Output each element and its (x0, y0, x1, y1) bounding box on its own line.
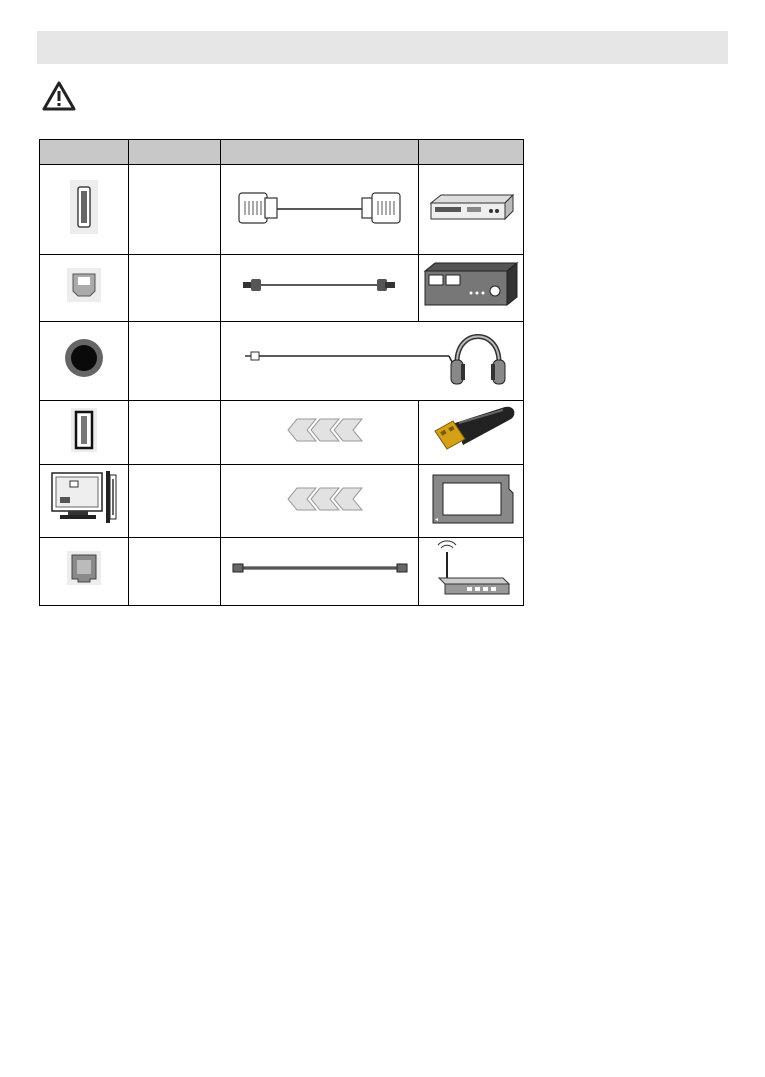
dvd-recorder-icon (419, 165, 523, 249)
type-cell (129, 165, 221, 255)
warning-triangle-icon (41, 80, 77, 112)
table-row (40, 165, 524, 255)
table-header-row (40, 140, 524, 165)
svg-text:◂: ◂ (435, 516, 439, 523)
headphone-cable-icon (221, 322, 523, 395)
hdmi-cable-icon (221, 165, 418, 249)
port-cell (40, 165, 129, 255)
cable-device-cell (221, 322, 524, 401)
header-type (129, 140, 221, 165)
type-cell (129, 401, 221, 465)
headphone-jack-icon (40, 322, 128, 395)
usb-stick-icon (419, 401, 523, 459)
port-cell (40, 322, 129, 401)
optical-spdif-port-icon (40, 255, 128, 316)
device-cell (419, 401, 524, 465)
port-cell (40, 401, 129, 465)
device-cell (419, 255, 524, 322)
port-cell (40, 465, 129, 538)
insert-arrows-icon (221, 401, 418, 459)
table-row (40, 465, 524, 538)
header-connector (40, 140, 129, 165)
cable-cell (221, 465, 419, 538)
hdmi-port-icon (40, 165, 128, 249)
device-cell (419, 465, 524, 538)
ci-slot-tv-icon (40, 465, 128, 532)
type-cell (129, 538, 221, 606)
cam-module-icon (419, 465, 523, 532)
type-cell (129, 322, 221, 401)
headphones-icon (451, 337, 505, 385)
ethernet-port-icon (40, 538, 128, 600)
cable-cell (221, 401, 419, 465)
port-cell (40, 255, 129, 322)
audio-amplifier-icon (419, 255, 523, 316)
table-row (40, 255, 524, 322)
cable-cell (221, 165, 419, 255)
usb-port-icon (40, 401, 128, 459)
type-cell (129, 255, 221, 322)
router-icon (419, 538, 523, 600)
table-row (40, 322, 524, 401)
optical-cable-icon (221, 255, 418, 316)
device-cell (419, 538, 524, 606)
section-header-bar (37, 31, 728, 64)
type-cell (129, 465, 221, 538)
header-cables (221, 140, 419, 165)
header-device (419, 140, 524, 165)
lan-cable-icon (221, 538, 418, 600)
table-row (40, 538, 524, 606)
cable-cell (221, 255, 419, 322)
table-row (40, 401, 524, 465)
port-cell (40, 538, 129, 606)
cable-cell (221, 538, 419, 606)
insert-arrows-icon (221, 465, 418, 532)
connection-table (39, 139, 524, 606)
device-cell (419, 165, 524, 255)
